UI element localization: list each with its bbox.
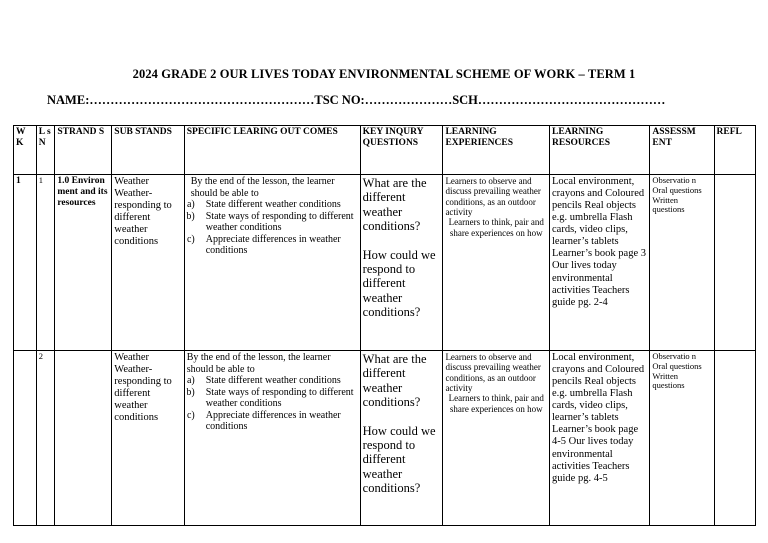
cell-sub-strand: Weather Weather-responding to different weather conditions bbox=[112, 351, 184, 526]
header-experiences: LEARNING EXPERIENCES bbox=[443, 126, 550, 175]
cell-resources: Local environment, crayons and Coloured pencils Real objects e.g. umbrella Flash cards, video clips, learner’s tablets Learner’s book page 3 Our lives today environmental activities Teachers guide pg. 2-4 bbox=[550, 175, 650, 351]
header-reflection: REFL bbox=[714, 126, 755, 175]
cell-assessment: Observatio n Oral questions Written questions bbox=[650, 351, 714, 526]
header-strand: STRAND S bbox=[55, 126, 112, 175]
header-inquiry: KEY INQURY QUESTIONS bbox=[360, 126, 443, 175]
outcome-intro: By the end of the lesson, the learner should be able to bbox=[190, 176, 335, 199]
cell-wk: 1 bbox=[14, 175, 37, 351]
outcome-list bbox=[187, 375, 358, 433]
cell-reflection bbox=[714, 175, 755, 351]
cell-reflection bbox=[714, 351, 755, 526]
cell-outcomes bbox=[184, 351, 360, 526]
cell-experiences bbox=[443, 351, 550, 526]
cell-lsn: 1 bbox=[36, 175, 55, 351]
cell-resources: Local environment, crayons and Coloured pencils Real objects e.g. umbrella Flash cards, video clips, learner’s tablets Learner’s book page 4-5 Our lives today environmental activities Teachers guide pg. 4-5 bbox=[550, 351, 650, 526]
header-sub-strand: SUB STANDS bbox=[112, 126, 184, 175]
cell-sub-strand: Weather Weather-responding to different weather conditions bbox=[112, 175, 184, 351]
header-outcomes: SPECIFIC LEARING OUT COMES bbox=[184, 126, 360, 175]
outcome-item: c. Appreciate differences in weather conditions bbox=[200, 410, 358, 433]
cell-experiences bbox=[443, 175, 550, 351]
outcome-item: b. State ways of responding to different weather conditions bbox=[200, 387, 358, 410]
cell-inquiry bbox=[360, 351, 443, 526]
table-row bbox=[14, 175, 756, 351]
inquiry-question: What are the different weather conditions? bbox=[362, 352, 427, 410]
outcome-item: a. State different weather conditions bbox=[200, 199, 358, 211]
inquiry-question: How could we respond to different weather conditions? bbox=[362, 423, 436, 495]
scheme-of-work-table bbox=[13, 125, 756, 526]
header-lsn: L s N bbox=[36, 126, 55, 175]
table-row bbox=[14, 351, 756, 526]
cell-assessment: Observatio n Oral questions Written questions bbox=[650, 175, 714, 351]
cell-lsn: 2 bbox=[36, 351, 55, 526]
inquiry-question: What are the different weather conditions? bbox=[362, 176, 427, 234]
cell-strand bbox=[55, 351, 112, 526]
header-resources: LEARNING RESOURCES bbox=[550, 126, 650, 175]
cell-inquiry bbox=[360, 175, 443, 351]
header-assessment: ASSESSM ENT bbox=[650, 126, 714, 175]
cell-strand: 1.0 Environ ment and its resources bbox=[55, 175, 112, 351]
experience-text: Learners to think, pair and share experiences on how bbox=[448, 393, 544, 414]
cell-wk bbox=[14, 351, 37, 526]
cell-outcomes bbox=[184, 175, 360, 351]
outcome-item: c. Appreciate differences in weather conditions bbox=[200, 234, 358, 257]
experience-text: Learners to observe and discuss prevailing weather conditions, as an outdoor activity bbox=[445, 352, 541, 394]
name-line: NAME:………………………………………………TSC NO:…………………SCH……………………………………… bbox=[47, 93, 666, 107]
experience-text: Learners to think, pair and share experiences on how bbox=[448, 217, 544, 238]
outcome-intro: By the end of the lesson, the learner should be able to bbox=[186, 352, 331, 375]
document-title: 2024 GRADE 2 OUR LIVES TODAY ENVIRONMENTAL SCHEME OF WORK – TERM 1 bbox=[132, 67, 636, 81]
outcome-list bbox=[187, 199, 358, 257]
outcome-item: b. State ways of responding to different weather conditions bbox=[200, 211, 358, 234]
header-row bbox=[14, 126, 756, 175]
inquiry-question: How could we respond to different weather conditions? bbox=[362, 247, 436, 319]
header-wk: W K bbox=[14, 126, 37, 175]
experience-text: Learners to observe and discuss prevailing weather conditions, as an outdoor activity bbox=[445, 176, 541, 218]
outcome-item: a. State different weather conditions bbox=[200, 375, 358, 387]
